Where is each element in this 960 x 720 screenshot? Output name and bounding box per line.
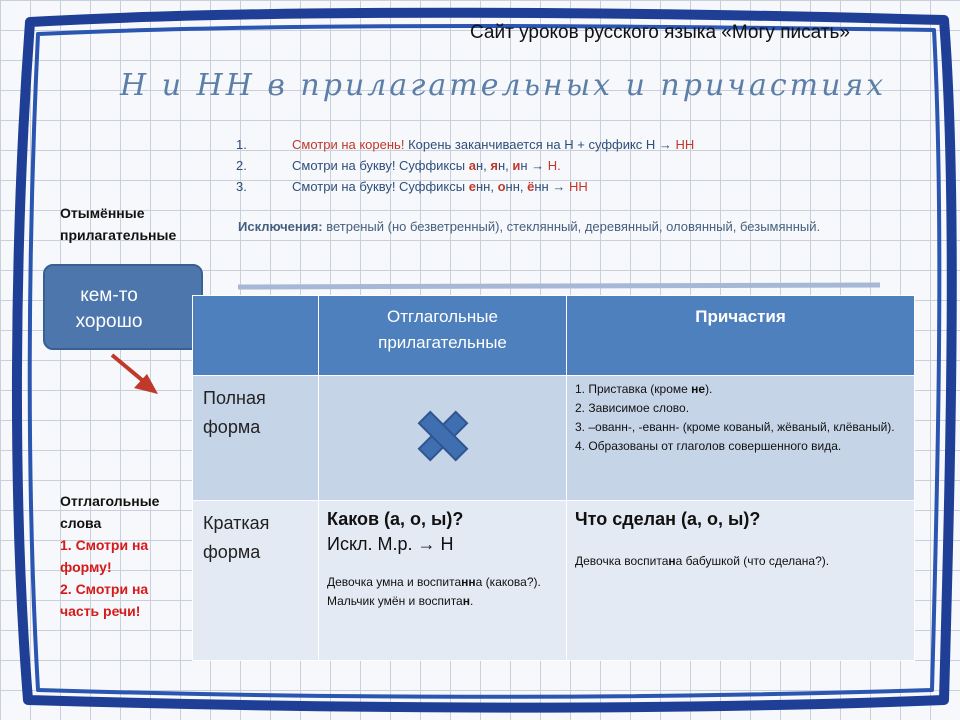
rule-number: 2. [236,158,247,173]
deverbal-title: Отглагольные слова [60,493,160,531]
rule-fragment: я [490,158,498,173]
text-fragment: н [462,594,470,608]
text-fragment: а бабушкой (что сделана?). [675,554,830,568]
cross-icon [415,408,471,464]
example-line [327,592,558,611]
rule-fragment: н [520,158,532,173]
text-fragment: Девочка умна и воспита [327,575,462,589]
rule-fragment: н, [475,158,491,173]
arrow-icon [112,355,158,394]
text-fragment: 4. Образованы от глаголов совершенного вида. [575,439,842,453]
short-adjective-examples [327,573,558,611]
rule-fragment: а [468,158,476,173]
example-line [327,573,558,592]
text-fragment: . [469,594,474,608]
callout-line-2: хорошо [75,311,143,332]
rule-text [292,134,694,155]
exceptions-text: ветреный (но безветренный), стеклянный, деревянный, оловянный, безымянный. [322,219,821,234]
text-fragment: н [668,554,676,568]
table-row [193,376,915,501]
short-adjective-exception: Искл. М.р. → Н [327,534,454,554]
text-fragment: не [691,382,706,396]
rule-fragment: Смотри на букву! Суффиксы [292,158,469,173]
rules-table [192,295,914,660]
rule-number: 3. [236,179,247,194]
table-header-row [193,296,915,376]
rule-item [236,155,876,176]
text-fragment: Девочка воспита [575,554,669,568]
rule-text [292,176,588,197]
text-fragment: 1. Приставка (кроме [575,382,692,396]
rule-fragment: е [468,179,476,194]
rule-fragment: н, [497,158,513,173]
denominal-adjectives-label: Отымённые прилагательные [60,205,177,243]
short-form-adjective-cell [319,501,567,661]
short-form-label: Краткая форма [193,501,319,661]
rule-fragment: → [531,158,545,173]
short-form-participle-cell [567,501,915,661]
page-title: Н и НН в прилагательных и причастиях [120,68,887,103]
rule-item [236,134,876,155]
rule-fragment: ё [527,179,535,194]
rule-fragment: НН [671,137,695,152]
rule-fragment: о [497,179,506,194]
header-participles: Причастия [567,296,915,376]
list-item [575,437,906,456]
example-line [575,552,906,571]
site-title: Сайт уроков русского языка «Могу писать» [470,22,850,43]
full-form-adjective-cell [319,376,567,501]
rule-fragment: нн [534,179,553,194]
short-participle-example [575,552,906,571]
rule-fragment: Смотри на букву! Суффиксы [292,179,469,194]
rule-fragment: НН [565,179,588,194]
exceptions-note [238,219,850,234]
list-item [575,380,906,399]
deverbal-words-label [60,490,190,622]
rules-list [236,134,876,197]
list-item [575,418,906,437]
rule-fragment: Корень заканчивается на Н + суффикс Н [408,137,659,152]
list-item [575,399,906,418]
text-fragment: нн [461,575,476,589]
text-fragment: ). [705,382,713,396]
text-fragment: а (какова?). [475,575,541,589]
callout-box [43,264,203,350]
short-participle-question: Что сделан (а, о, ы)? [575,509,761,529]
rule-number: 1. [236,137,247,152]
header-verbal-adjectives: Отглагольные прилагательные [319,296,567,376]
rule-fragment: Н. [544,158,561,173]
rule-fragment: Смотри на корень! [292,137,409,152]
exceptions-label: Исключения: [238,219,323,234]
full-form-label: Полная форма [193,376,319,501]
deverbal-rule-1: 1. Смотри на форму! [60,537,149,575]
full-form-participle-rules [567,376,915,501]
text-fragment: Мальчик умён и воспита [327,594,463,608]
rule-item [236,176,876,197]
deverbal-rule-2: 2. Смотри на часть речи! [60,581,149,619]
header-empty [193,296,319,376]
callout-line-1: кем-то [80,285,138,306]
text-fragment: 2. Зависимое слово. [575,401,690,415]
rule-fragment: и [512,158,521,173]
rule-fragment: нн, [505,179,528,194]
short-adjective-question: Каков (а, о, ы)? [327,509,464,529]
rule-fragment: → [552,179,566,194]
rule-fragment: → [658,137,672,152]
rule-fragment: нн, [475,179,498,194]
rule-text [292,155,561,176]
text-fragment: 3. –ованн-, -еванн- (кроме кованый, жёваный, клёваный). [575,420,895,434]
table-row [193,501,915,661]
